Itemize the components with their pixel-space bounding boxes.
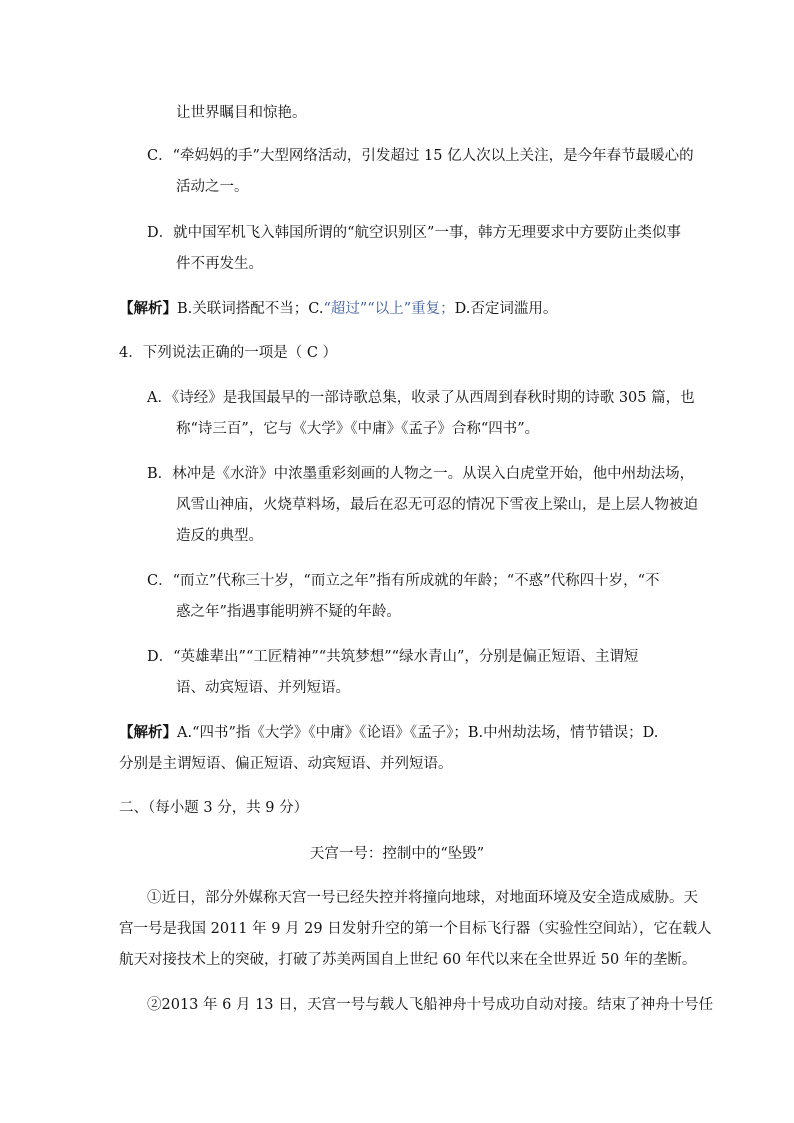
q4-analysis-line2: 分别是主谓短语、偏正短语、动宾短语、并列短语。 — [119, 756, 453, 772]
q3-option-d-line1: D．就中国军机飞入韩国所谓的“航空识别区”一事，韩方无理要求中方要防止类似事 — [147, 225, 681, 241]
q3-option-c-line1: C．“牵妈妈的手”大型网络活动，引发超过 15 亿人次以上关注，是今年春节最暖心的 — [147, 148, 694, 164]
q4-option-b-line2: 风雪山神庙，火烧草料场，最后在忍无可忍的情况下雪夜上梁山，是上层人物被迫 — [176, 497, 698, 513]
q4-option-b-line3: 造反的典型。 — [176, 528, 263, 544]
analysis-text-1: B.关联词搭配不当；C. — [177, 301, 324, 317]
analysis-label: 【解析】 — [119, 724, 177, 741]
q4-option-b-line1: B．林冲是《水浒》中浓墨重彩刻画的人物之一。从误入白虎堂开始，他中州劫法场， — [147, 466, 695, 482]
passage-p1-line2: 宫一号是我国 2011 年 9 月 29 日发射升空的第一个目标飞行器（实验性空间站），它在载人 — [119, 921, 712, 937]
analysis-text: A.“四书”指《大学》《中庸》《论语》《孟子》；B.中州劫法场，情节错误；D. — [177, 725, 659, 741]
q4-option-c-line1: C．“而立”代称三十岁，“而立之年”指有所成就的年龄；“不惑”代称四十岁，“不 — [147, 573, 660, 589]
passage-p2-line1: ②2013 年 6 月 13 日，天宫一号与载人飞船神舟十号成功自动对接。结束了神舟十号任 — [147, 997, 714, 1013]
q4-option-d-line1: D．“英雄辈出”“工匠精神”“共筑梦想”“绿水青山”，分别是偏正短语、主谓短 — [147, 649, 639, 665]
q3-option-c-line2: 活动之一。 — [176, 179, 249, 195]
passage-p1-line3: 航天对接技术上的突破，打破了苏美两国自上世纪 60 年代以来在全世界近 50 年的垄断。 — [119, 952, 697, 968]
section-heading: 二、（每小题 3 分，共 9 分） — [119, 800, 309, 816]
q3-option-d-line2: 件不再发生。 — [176, 256, 263, 272]
q4-option-a-line2: 称“诗三百”，它与《大学》《中庸》《孟子》合称“四书”。 — [176, 421, 540, 437]
passage-p1-line1: ①近日，部分外媒称天宫一号已经失控并将撞向地球，对地面环境及安全造成威胁。天 — [147, 890, 698, 906]
q4-stem: 4．下列说法正确的一项是（ C ） — [119, 345, 338, 361]
analysis-text-3: D.否定词滥用。 — [454, 301, 558, 317]
q3-analysis — [119, 299, 557, 319]
q3-option-b-continuation: 让世界瞩目和惊艳。 — [176, 105, 307, 121]
analysis-label: 【解析】 — [119, 300, 177, 317]
q4-option-d-line2: 语、动宾短语、并列短语。 — [176, 680, 350, 696]
analysis-text-2: “超过”“以上”重复； — [323, 301, 455, 317]
q4-analysis-line1 — [119, 723, 658, 743]
q4-option-c-line2: 惑之年”指遇事能明辨不疑的年龄。 — [176, 604, 401, 620]
passage-title: 天宫一号：控制中的“坠毁” — [309, 846, 485, 862]
q4-option-a-line1: A．《诗经》是我国最早的一部诗歌总集，收录了从西周到春秋时期的诗歌 305 篇，也 — [147, 390, 695, 406]
